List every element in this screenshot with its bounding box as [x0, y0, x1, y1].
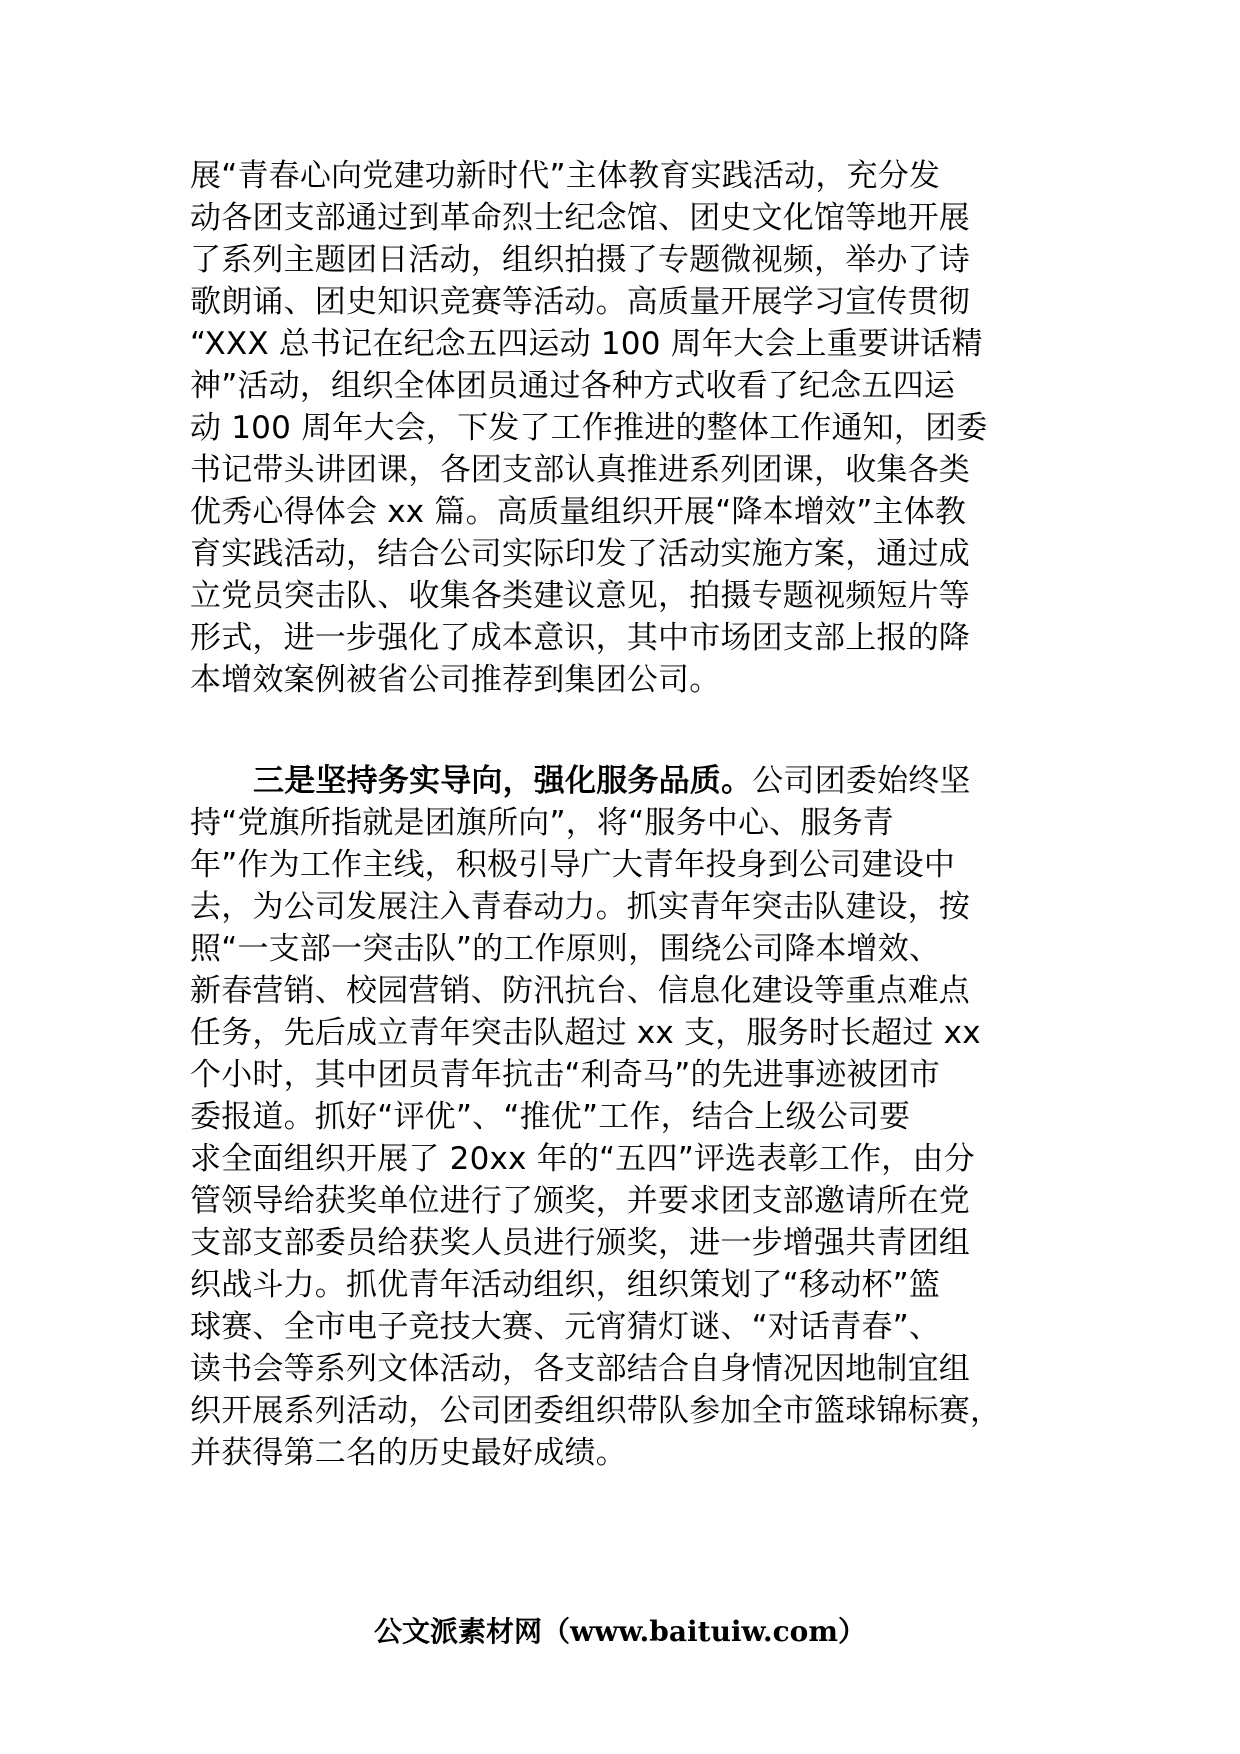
paragraph-2-line: 去，为公司发展注入青春动力。抓实青年突击队建设，按	[190, 889, 970, 925]
paragraph-2-line: 持“党旗所指就是团旗所向”，将“服务中心、服务青	[190, 805, 894, 841]
paragraph-1-line: 歌朗诵、团史知识竞赛等活动。高质量开展学习宣传贯彻	[190, 284, 970, 320]
section-heading: 三是坚持务实导向，强化服务品质。	[253, 763, 753, 799]
paragraph-1-line: 展“青春心向党建功新时代”主体教育实践活动，充分发	[190, 158, 941, 194]
paragraph-2-line: 年”作为工作主线，积极引导广大青年投身到公司建设中	[190, 847, 956, 883]
paragraph-2-line: 织开展系列活动，公司团委组织带队参加全市篮球锦标赛，	[190, 1393, 1002, 1429]
paragraph-2-first-line-rest: 公司团委始终坚	[752, 763, 971, 799]
paragraph-2-line: 新春营销、校园营销、防汛抗台、信息化建设等重点难点	[190, 973, 970, 1009]
paragraph-2-line: 求全面组织开展了 20xx 年的“五四”评选表彰工作，由分	[190, 1141, 975, 1177]
paragraph-2-line: 织战斗力。抓优青年活动组织，组织策划了“移动杯”篮	[190, 1267, 941, 1303]
paragraph-1-line: 了系列主题团日活动，组织拍摄了专题微视频，举办了诗	[190, 242, 970, 278]
paragraph-2-line: 球赛、全市电子竞技大赛、元宵猜灯谜、“对话青春”、	[190, 1309, 941, 1345]
paragraph-2-line: 个小时，其中团员青年抗击“利奇马”的先进事迹被团市	[190, 1057, 941, 1093]
paragraph-2-first-line	[253, 760, 971, 802]
paragraph-2-line: 任务，先后成立青年突击队超过 xx 支，服务时长超过 xx	[190, 1015, 981, 1051]
paragraph-2-line: 并获得第二名的历史最好成绩。	[190, 1435, 627, 1471]
paragraph-1-line: 神”活动，组织全体团员通过各种方式收看了纪念五四运	[190, 368, 956, 404]
footer-source: 公文派素材网（www.baituiw.com）	[374, 1615, 866, 1648]
paragraph-1-line: 形式，进一步强化了成本意识，其中市场团支部上报的降	[190, 620, 970, 656]
paragraph-1-line: 本增效案例被省公司推荐到集团公司。	[190, 662, 721, 698]
paragraph-2-line: 管领导给获奖单位进行了颁奖，并要求团支部邀请所在党	[190, 1183, 970, 1219]
paragraph-1-line: 书记带头讲团课，各团支部认真推进系列团课，收集各类	[190, 452, 970, 488]
paragraph-1-line: 育实践活动，结合公司实际印发了活动实施方案，通过成	[190, 536, 970, 572]
paragraph-1-line: 优秀心得体会 xx 篇。高质量组织开展“降本增效”主体教	[190, 494, 967, 530]
paragraph-2-line: 支部支部委员给获奖人员进行颁奖，进一步增强共青团组	[190, 1225, 970, 1261]
paragraph-1-line: 动各团支部通过到革命烈士纪念馆、团史文化馆等地开展	[190, 200, 970, 236]
paragraph-1-line: 立党员突击队、收集各类建议意见，拍摄专题视频短片等	[190, 578, 970, 614]
paragraph-2-line: 读书会等系列文体活动，各支部结合自身情况因地制宜组	[190, 1351, 970, 1387]
paragraph-2-line: 委报道。抓好“评优”、“推优”工作，结合上级公司要	[190, 1099, 911, 1135]
paragraph-1-line: 动 100 周年大会，下发了工作推进的整体工作通知，团委	[190, 410, 988, 446]
paragraph-2-line: 照“一支部一突击队”的工作原则，围绕公司降本增效、	[190, 931, 941, 967]
paragraph-1-line: “XXX 总书记在纪念五四运动 100 周年大会上重要讲话精	[190, 326, 983, 362]
